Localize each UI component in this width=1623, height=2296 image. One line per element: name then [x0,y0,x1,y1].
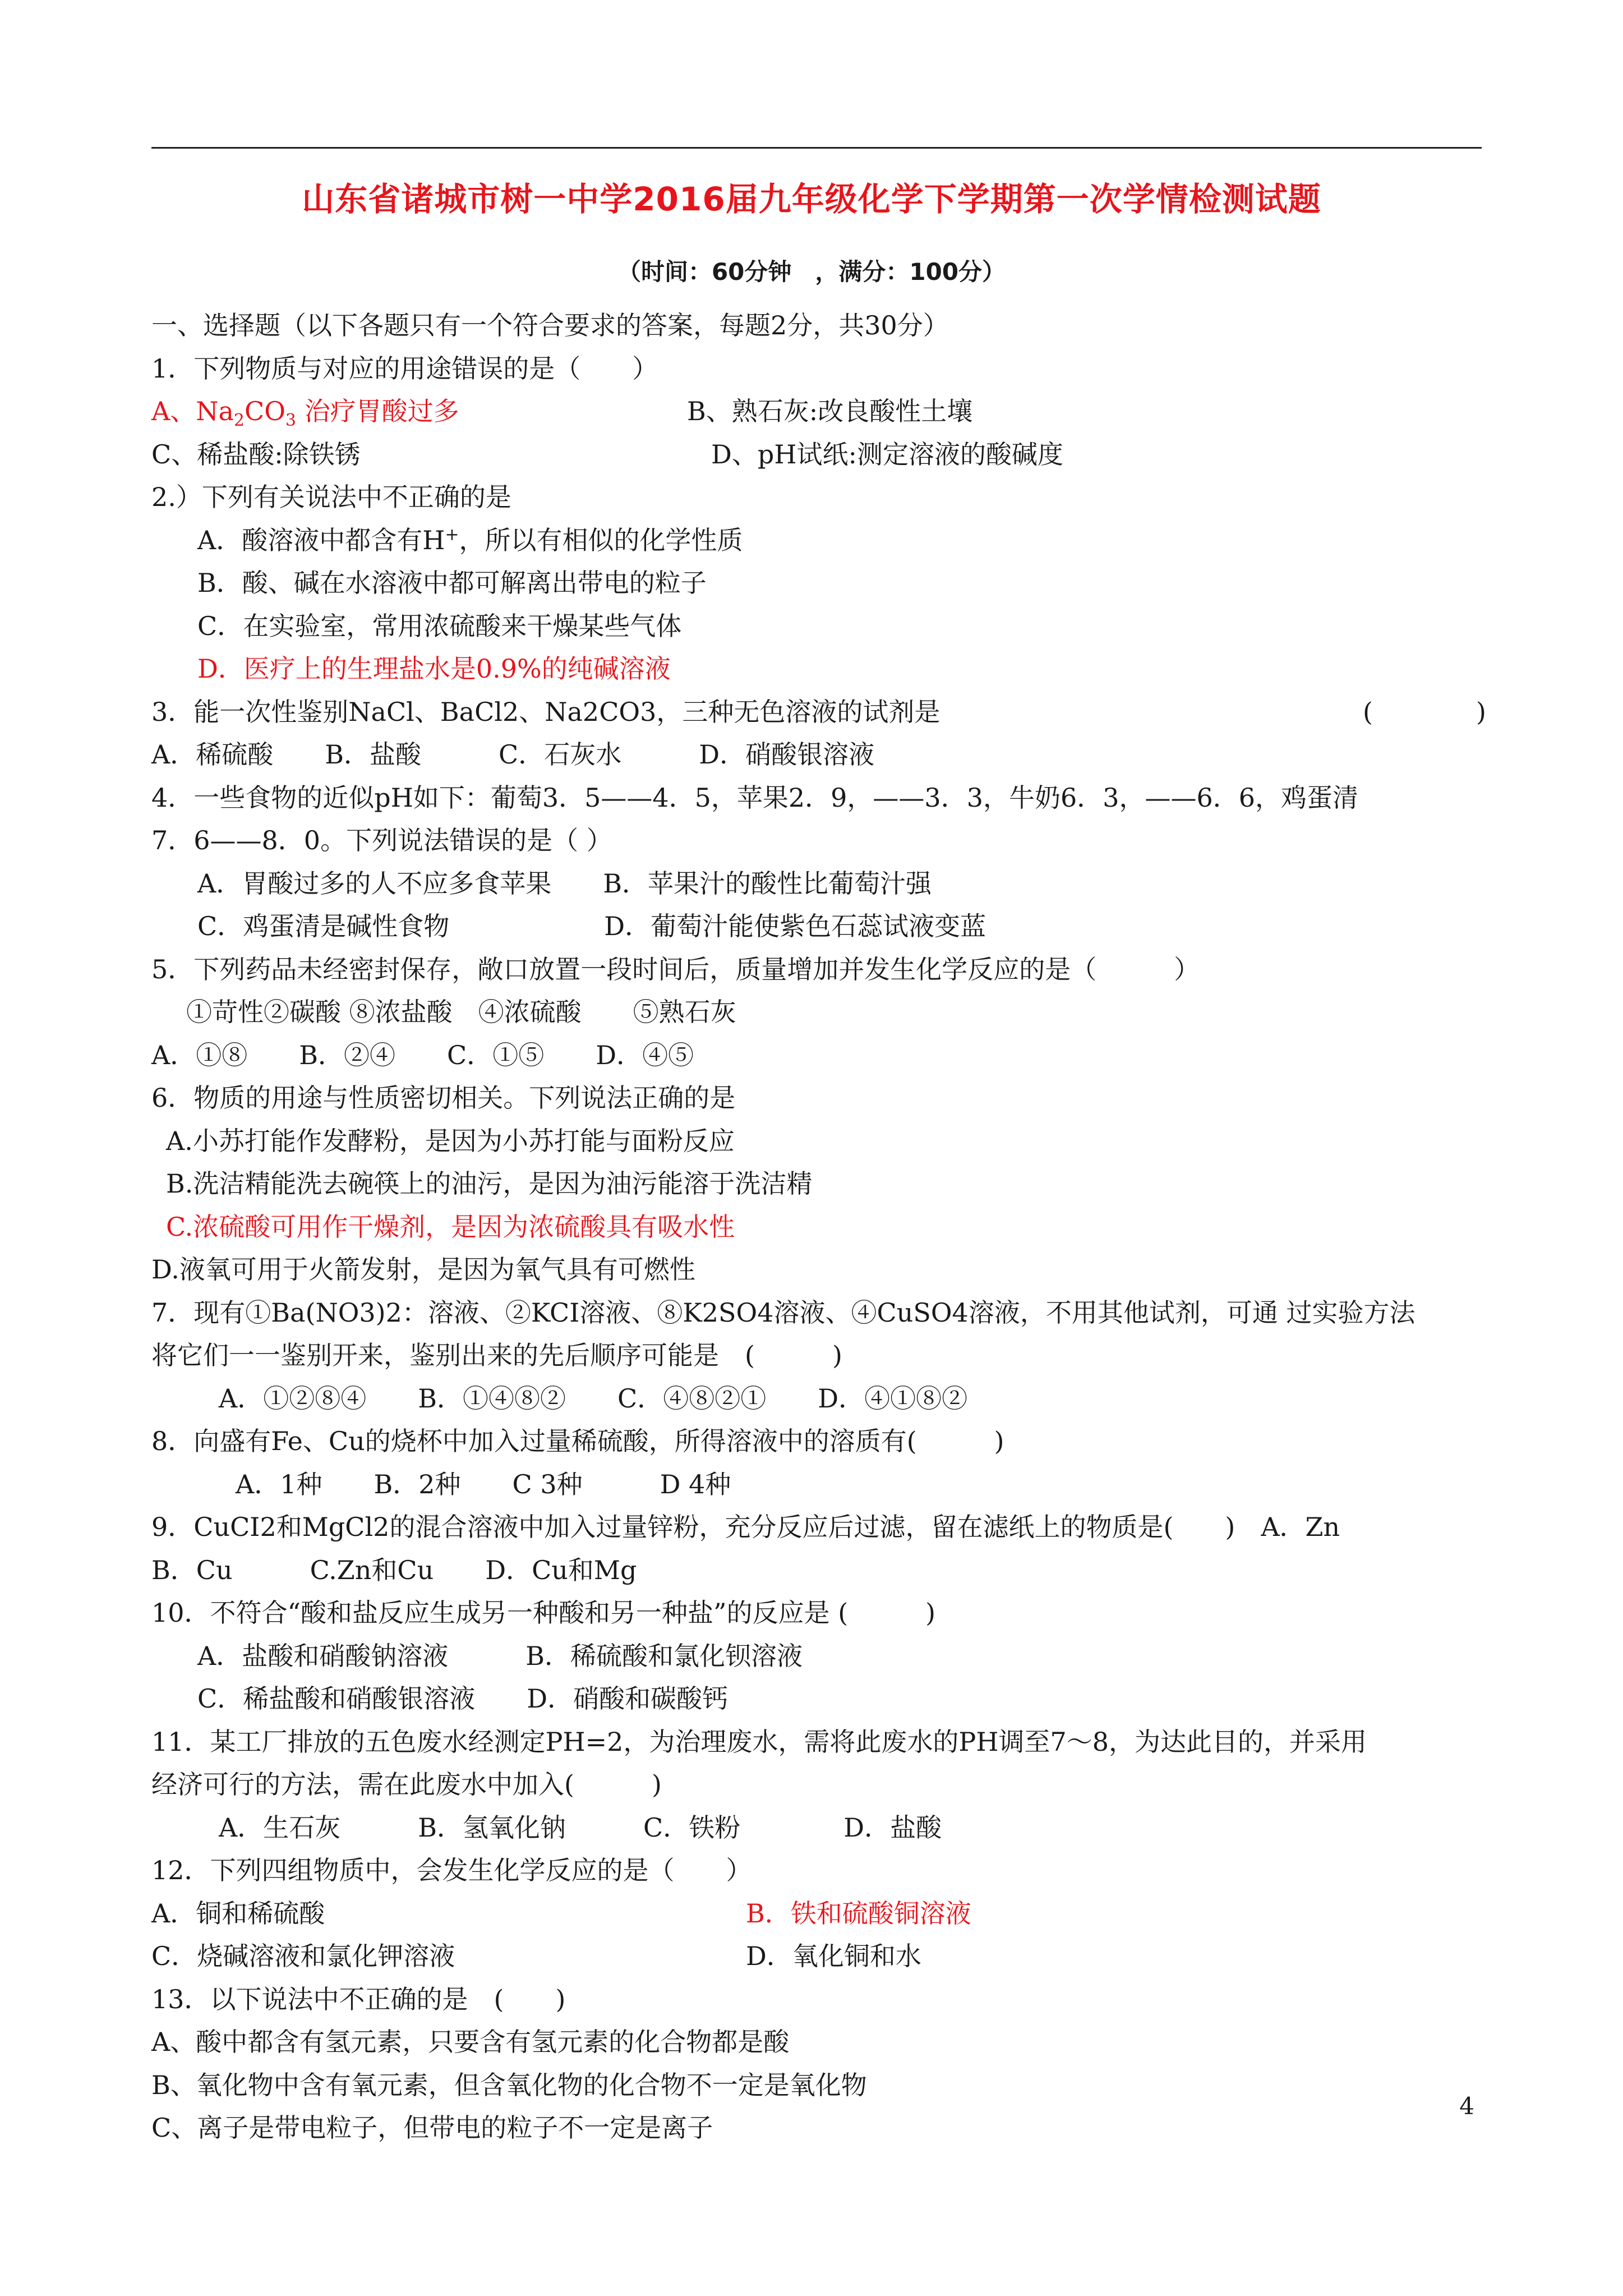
question-1-option-b: B、熟石灰:改良酸性土壤 [687,396,973,426]
question-13-option-c: C、离子是带电粒子，但带电的粒子不一定是离子 [151,2113,713,2143]
question-12-option-a: A．铜和稀硫酸 [151,1898,325,1929]
page-number: 4 [1459,2092,1474,2120]
header-rule [151,147,1482,149]
question-7-options: A．①②⑧④ B．①④⑧② C．④⑧②① D．④①⑧② [219,1383,968,1414]
question-2-option-b: B．酸、碱在水溶液中都可解离出带电的粒子 [197,568,707,598]
question-12-option-b: B．铁和硫酸铜溶液 [746,1898,971,1929]
question-12-options-cd [151,1935,1492,1978]
question-12-option-d: D．氧化铜和水 [746,1941,921,1971]
question-1-options-cd [151,433,1492,476]
question-2-option-c: C．在实验室，常用浓硫酸来干燥某些气体 [197,610,682,641]
question-13-stem: 13．以下说法中不正确的是 ( ) [151,1984,566,2014]
question-7-stem: 7．现有①Ba(NO3)2：溶液、②KCI溶液、⑧K2SO4溶液、④CuSO4溶液，不用其他试剂，可通 过实验方法 [151,1297,1415,1328]
question-3-answer-blank: ( ) [1363,696,1486,727]
question-12-stem: 12．下列四组物质中，会发生化学反应的是（ ） [151,1855,752,1885]
question-11-stem: 11．某工厂排放的五色废水经测定PH=2，为治理废水，需将此废水的PH调至7～8，为达此目的，并采用 [151,1726,1367,1757]
question-10-stem: 10．不符合“酸和盐反应生成另一种酸和另一种盐”的反应是 ( ) [151,1598,936,1628]
question-9-stem: 9．CuCI2和MgCl2的混合溶液中加入过量锌粉，充分反应后过滤，留在滤纸上的物质是( ) A．Zn [151,1512,1340,1542]
question-1-options-ab [151,390,1492,433]
exam-info: （时间：60分钟 ，满分：100分） [617,258,1006,286]
question-8-stem: 8．向盛有Fe、Cu的烧杯中加入过量稀硫酸，所得溶液中的溶质有( ) [151,1426,1004,1456]
question-2-option-d: D．医疗上的生理盐水是0.9%的纯碱溶液 [197,654,671,684]
question-2-option-a: A．酸溶液中都含有H+，所以有相似的化学性质 [197,524,743,555]
question-4-stem-cont: 7．6——8．0。下列说法错误的是（ ） [151,825,612,855]
question-8-options: A．1种 B．2种 C 3种 D 4种 [236,1469,731,1499]
question-4-stem: 4．一些食物的近似pH如下：葡萄3．5——4．5，苹果2．9，——3．3，牛奶6．3，——6．6，鸡蛋清 [151,782,1359,813]
question-6-option-b: B.洗洁精能洗去碗筷上的油污，是因为油污能溶于洗洁精 [166,1168,813,1199]
question-6-option-c: C.浓硫酸可用作干燥剂，是因为浓硫酸具有吸水性 [166,1211,735,1242]
question-1-option-a: A、$Na_2CO_3$ 治疗胃酸过多 [151,396,459,431]
page-title: 山东省诸城市树一中学2016届九年级化学下学期第一次学情检测试题 [302,180,1321,218]
question-10-options-ab: A．盐酸和硝酸钠溶液 B．稀硫酸和氯化钡溶液 [197,1640,803,1671]
question-1-option-d: D、pH试纸:测定溶液的酸碱度 [711,439,1063,470]
question-4-options-cd: C．鸡蛋清是碱性食物 D．葡萄汁能使紫色石蕊试液变蓝 [197,911,986,941]
question-6-stem: 6．物质的用途与性质密切相关。下列说法正确的是 [151,1083,736,1113]
question-7-stem-cont: 将它们一一鉴别开来，鉴别出来的先后顺序可能是 ( ) [151,1340,842,1370]
question-5-stem: 5．下列药品未经密封保存，敞口放置一段时间后，质量增加并发生化学反应的是（ ） [151,954,1200,984]
question-4-options-ab: A．胃酸过多的人不应多食苹果 B．苹果汁的酸性比葡萄汁强 [197,868,932,899]
question-9-options: B．Cu C.Zn和Cu D．Cu和Mg [151,1554,637,1585]
question-3-options: A．稀硫酸 B．盐酸 C．石灰水 D．硝酸银溶液 [151,739,875,770]
question-10-options-cd: C．稀盐酸和硝酸银溶液 D．硝酸和碳酸钙 [197,1683,728,1714]
question-5-items: ①苛性②碳酸 ⑧浓盐酸 ④浓硫酸 ⑤熟石灰 [186,997,736,1027]
question-12-option-c: C．烧碱溶液和氯化钾溶液 [151,1941,455,1971]
question-1-stem: 1．下列物质与对应的用途错误的是（ ） [151,353,658,384]
question-11-options: A．生石灰 B．氢氧化钠 C．铁粉 D．盐酸 [219,1812,942,1843]
question-13-option-a: A、酸中都含有氢元素，只要含有氢元素的化合物都是酸 [151,2027,790,2057]
question-1-option-c: C、稀盐酸:除铁锈 [151,439,361,470]
question-3-text: 3．能一次性鉴别NaCl、BaCl2、Na2CO3，三种无色溶液的试剂是 [151,696,940,727]
question-11-stem-cont: 经济可行的方法，需在此废水中加入( ) [151,1769,662,1800]
question-6-option-a: A.小苏打能作发酵粉，是因为小苏打能与面粉反应 [166,1125,735,1156]
question-5-options: A．①⑧ B．②④ C．①⑤ D．④⑤ [151,1039,694,1070]
question-12-options-ab [151,1892,1492,1935]
question-3-stem [151,691,1492,734]
question-2-stem: 2.）下列有关说法中不正确的是 [151,482,511,512]
section-heading: 一、选择题（以下各题只有一个符合要求的答案，每题2分，共30分） [151,310,949,341]
question-13-option-b: B、氧化物中含有氧元素，但含氧化物的化合物不一定是氧化物 [151,2069,867,2100]
question-6-option-d: D.液氧可用于火箭发射，是因为氧气具有可燃性 [151,1254,695,1285]
question-list [151,304,1492,2150]
